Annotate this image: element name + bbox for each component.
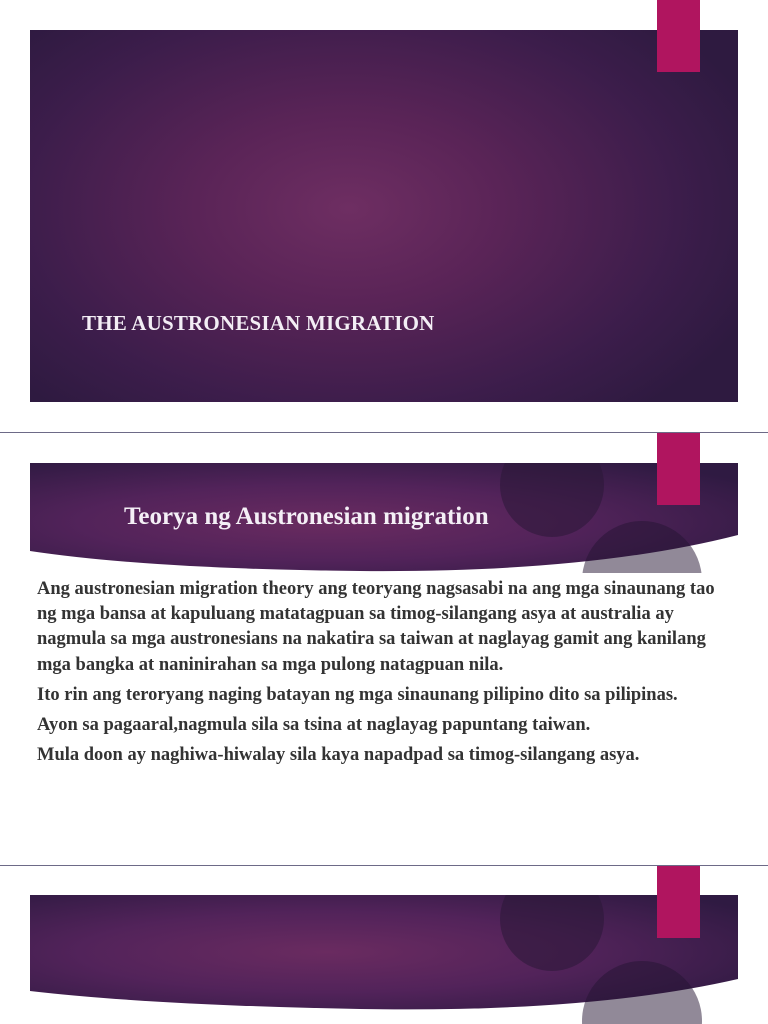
body-paragraph: Ayon sa pagaaral,nagmula sila sa tsina at naglayag papuntang taiwan. — [37, 715, 591, 736]
body-paragraph: Ang austronesian migration theory ang teoryang nagsasabi na ang mga sinaunang tao ng mga bansa at kapuluang matatagpuan sa timog-silangang asya at australia ay nagmula sa mga austronesians na nakatira sa taiwan at naglayag gamit ang kanilang mga bangka at naninirahan sa mga pulong natagpuan nila. — [37, 579, 715, 675]
body-paragraph: Mula doon ay naghiwa-hiwalay sila kaya napadpad sa timog-silangang asya. — [37, 745, 640, 766]
slide-2-accent-tab — [657, 433, 700, 505]
slide-2-body — [37, 577, 737, 773]
slide-divider — [0, 432, 768, 433]
slide-3-accent-tab — [657, 866, 700, 938]
slide-1-accent-tab — [657, 0, 700, 72]
slide-divider — [0, 865, 768, 866]
slide-1-title: THE AUSTRONESIAN MIGRATION — [82, 311, 435, 335]
slide-3-banner — [30, 895, 738, 1024]
slide-2-title: Teorya ng Austronesian migration — [124, 503, 489, 530]
slide-1-background — [30, 30, 738, 402]
body-paragraph: Ito rin ang teroryang naging batayan ng mga sinaunang pilipino dito sa pilipinas. — [37, 684, 678, 705]
